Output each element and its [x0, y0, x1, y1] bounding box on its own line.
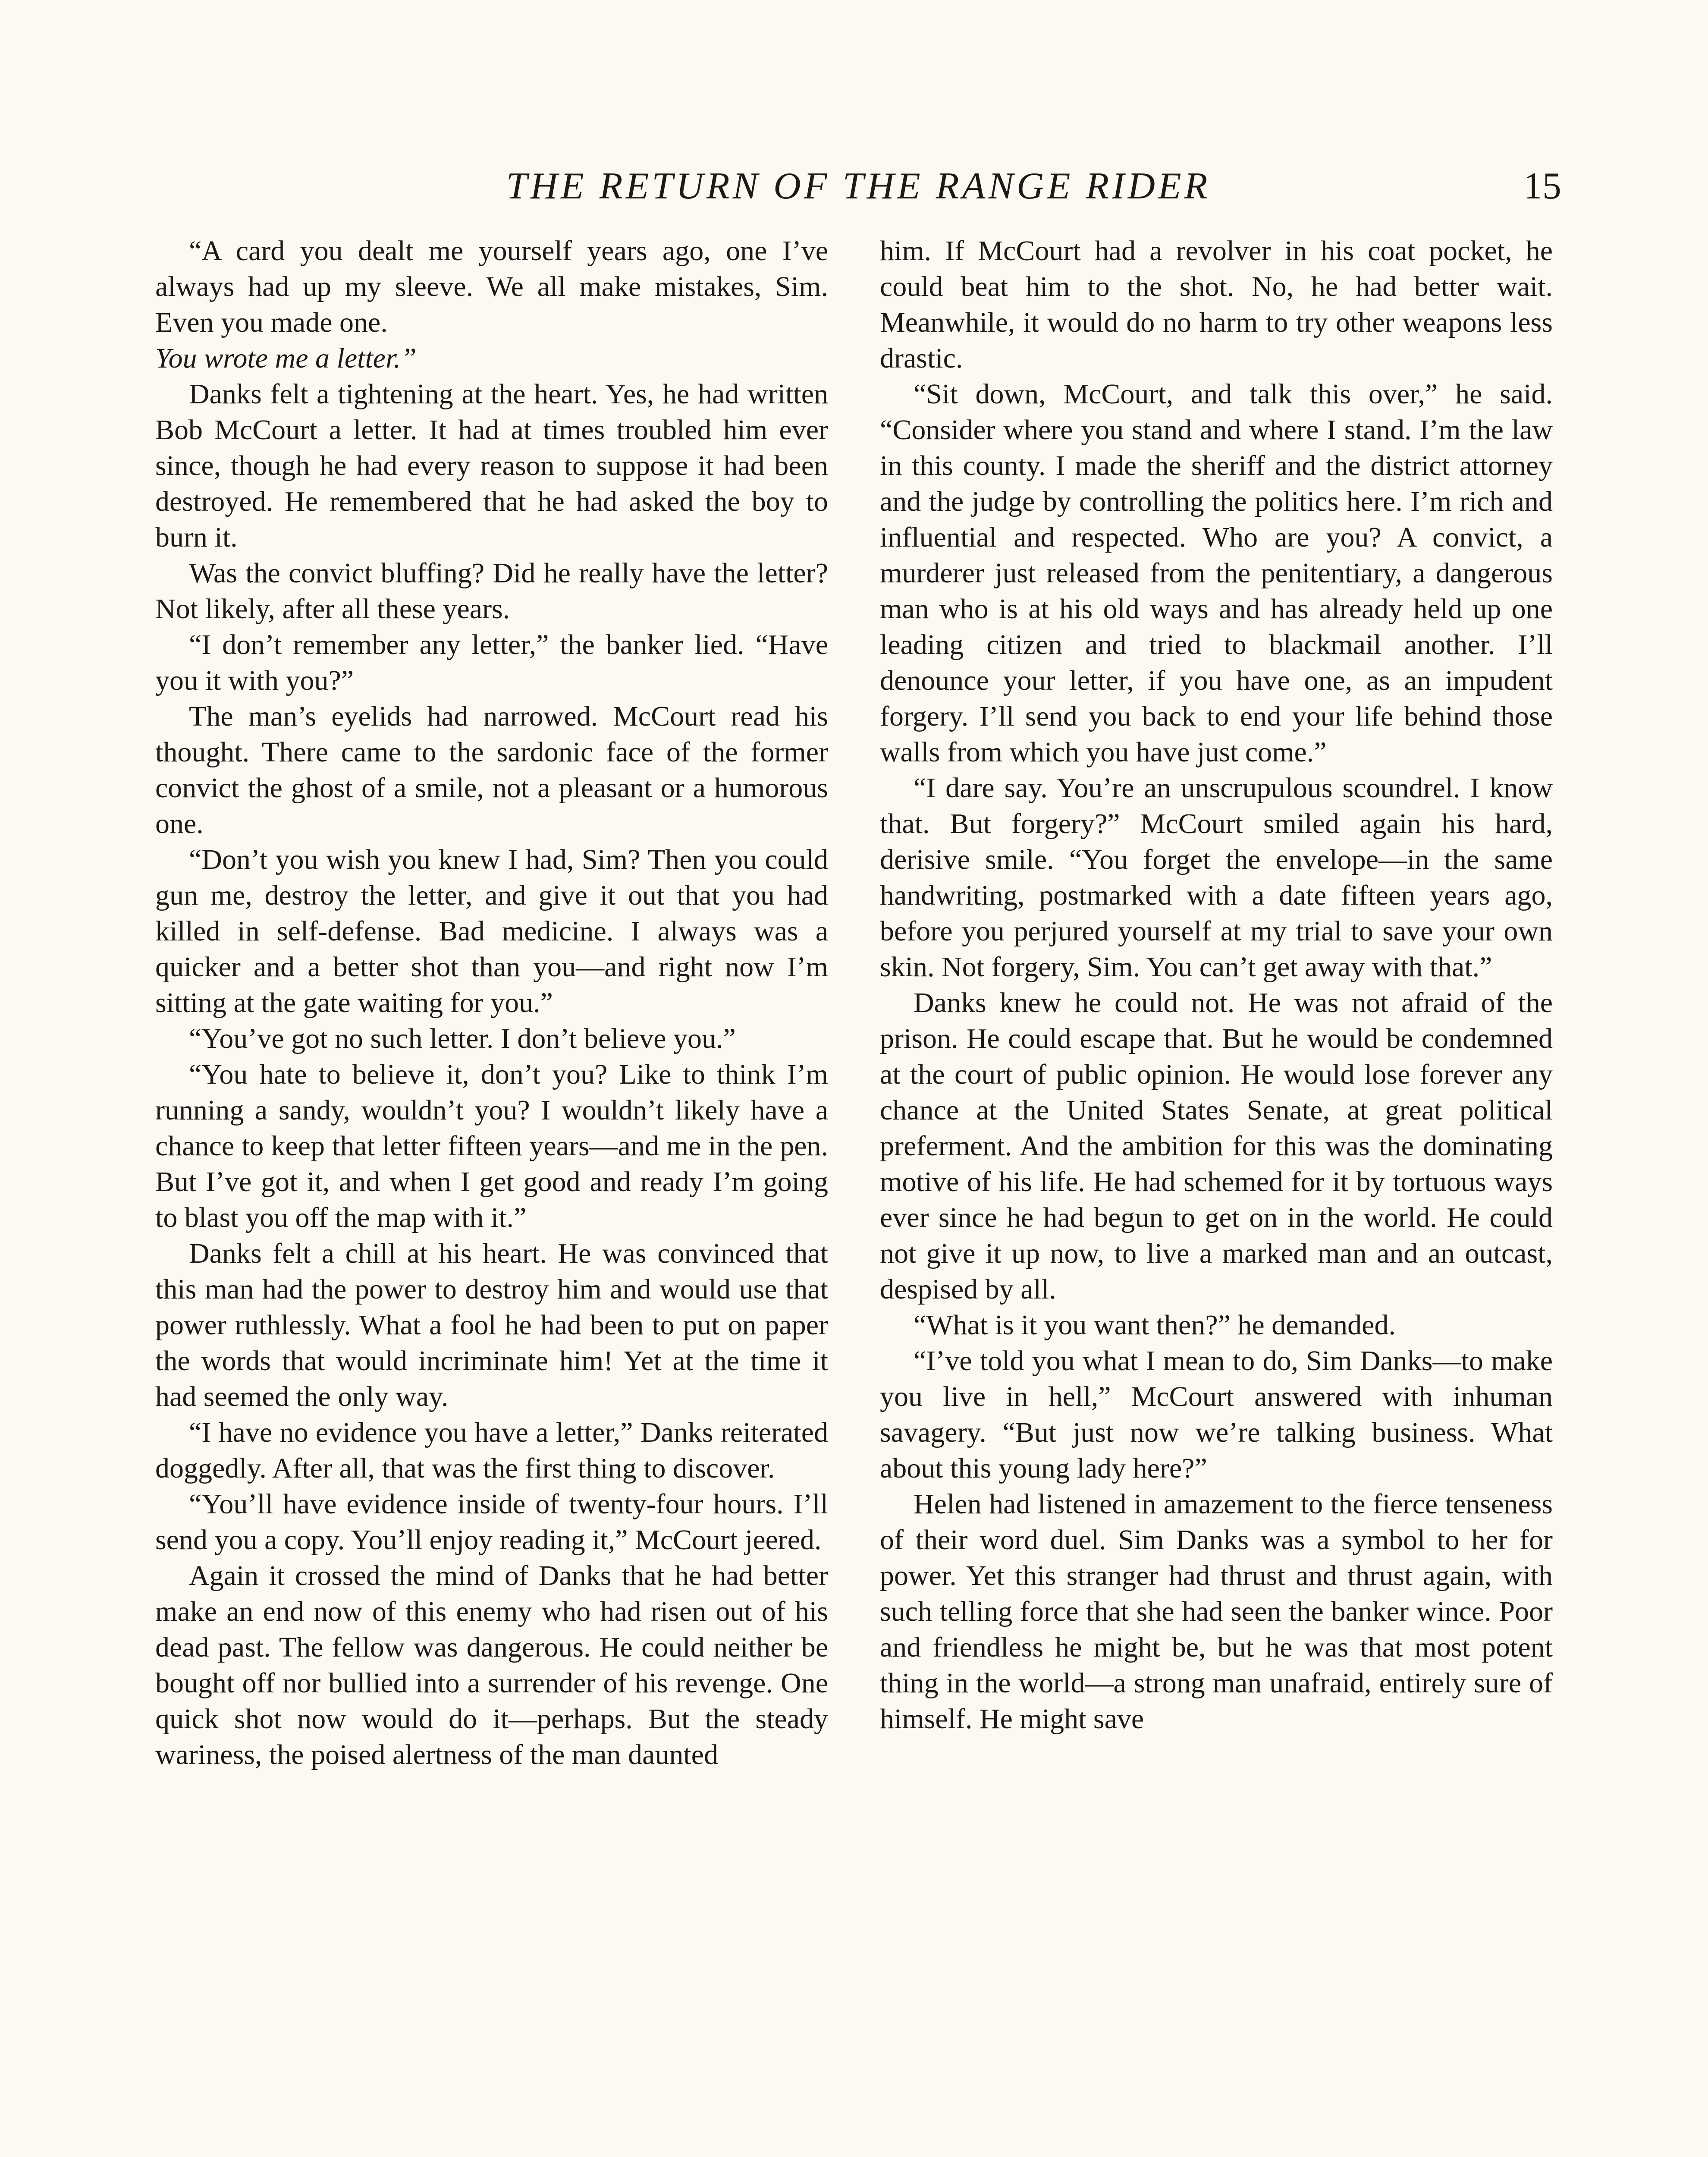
paragraph: him. If McCourt had a revolver in his coat pocket, he could beat him to the shot. No, he had better wait. Meanwhile, it would do no harm to try other weapons less drastic.: [880, 235, 1553, 374]
paragraph: The man’s eyelids had narrowed. McCourt read his thought. There came to the sardonic face of the former convict the ghost of a smile, not a pleasant or a humorous one.: [155, 701, 828, 840]
paragraph: Was the convict bluffing? Did he really have the letter? Not likely, after all these years.: [155, 557, 828, 625]
paragraph: “You hate to believe it, don’t you? Like to think I’m running a sandy, wouldn’t you? I wouldn’t likely have a chance to keep that letter fifteen years—and me in the pen. But I’ve got it, and when I get good and ready I’m going to blast you off the map with it.”: [155, 1059, 828, 1233]
paragraph: [155, 340, 828, 376]
paragraph: “Don’t you wish you knew I had, Sim? Then you could gun me, destroy the letter, and give it out that you had killed in self-defense. Bad medicine. I always was a quicker and a better shot than you—and right now I’m sitting at the gate waiting for you.”: [155, 844, 828, 1019]
paragraph: “I dare say. You’re an unscrupulous scoundrel. I know that. But forgery?” McCourt smiled again his hard, derisive smile. “You forget the envelope—in the same handwriting, postmarked with a date fifteen years ago, before you perjured yourself at my trial to save your own skin. Not forgery, Sim. You can’t get away with that.”: [880, 772, 1553, 983]
paragraph: “I don’t remember any letter,” the banker lied. “Have you it with you?”: [155, 629, 828, 696]
text-columns: [155, 233, 1553, 2157]
paragraph: Helen had listened in amazement to the fierce tenseness of their word duel. Sim Danks was a symbol to her for power. Yet this stranger had thrust and thrust again, with such telling force that she had seen the banker wince. Poor and friendless he might be, but he was that most potent thing in the world—a strong man unafraid, entirely sure of himself. He might save: [880, 1488, 1553, 1735]
italic-quote: You wrote me a letter.”: [155, 343, 417, 374]
paragraph: Danks knew he could not. He was not afraid of the prison. He could escape that. But he would be condemned at the court of public opinion. He would lose forever any chance at the United States Senate, at great political preferment. And the ambition for this was the dominating motive of his life. He had schemed for it by tortuous ways ever since he had begun to get on in the world. He could not give it up now, to live a marked man and an outcast, despised by all.: [880, 987, 1553, 1305]
page-number: 15: [1523, 165, 1561, 207]
paragraph: “I have no evidence you have a letter,” Danks reiterated doggedly. After all, that was the first thing to discover.: [155, 1417, 828, 1484]
paragraph: Danks felt a chill at his heart. He was convinced that this man had the power to destroy him and would use that power ruthlessly. What a fool he had been to put on paper the words that would incriminate him! Yet at the time it had seemed the only way.: [155, 1238, 828, 1412]
paragraph: “You’ll have evidence inside of twenty-four hours. I’ll send you a copy. You’ll enjoy reading it,” McCourt jeered.: [155, 1488, 828, 1556]
paragraph: Danks felt a tightening at the heart. Yes, he had written Bob McCourt a letter. It had at times troubled him ever since, though he had every reason to suppose it had been destroyed. He remembered that he had asked the boy to burn it.: [155, 378, 828, 553]
paragraph: “A card you dealt me yourself years ago, one I’ve always had up my sleeve. We all make mistakes, Sim. Even you made one.: [155, 235, 828, 338]
paragraph: Again it crossed the mind of Danks that he had better make an end now of this enemy who had risen out of his dead past. The fellow was dangerous. He could neither be bought off nor bullied into a surrender of his revenge. One quick shot now would do it—perhaps. But the steady wariness, the poised alertness of the man daunted: [155, 1560, 828, 1770]
paragraph: “You’ve got no such letter. I don’t believe you.”: [189, 1023, 736, 1054]
page-header: [155, 160, 1561, 212]
paragraph: “Sit down, McCourt, and talk this over,” he said. “Consider where you stand and where I stand. I’m the law in this county. I made the sheriff and the district attorney and the judge by controlling the politics here. I’m rich and influential and respected. Who are you? A convict, a murderer just released from the penitentiary, a dangerous man who is at his old ways and has already held up one leading citizen and tried to blackmail another. I’ll denounce your letter, if you have one, as an impudent forgery. I’ll send you back to end your life behind those walls from which you have just come.”: [880, 378, 1553, 768]
paragraph: “I’ve told you what I mean to do, Sim Danks—to make you live in hell,” McCourt answered with inhuman savagery. “But just now we’re talking business. What about this young lady here?”: [880, 1345, 1553, 1484]
running-title: THE RETURN OF THE RANGE RIDER: [506, 165, 1211, 207]
paragraph: “What is it you want then?” he demanded.: [914, 1309, 1396, 1341]
left-column: [155, 233, 828, 2157]
right-column: [880, 233, 1553, 2157]
